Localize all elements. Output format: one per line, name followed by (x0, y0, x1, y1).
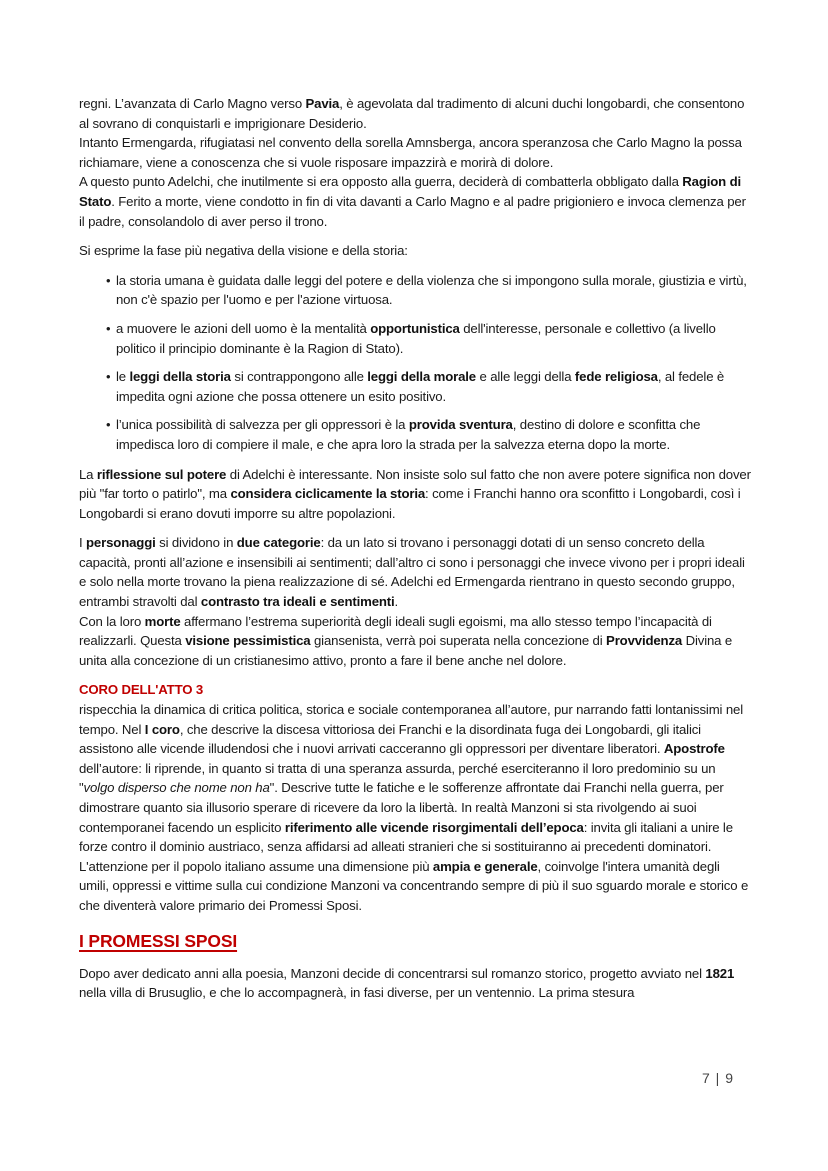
text-line: regni. L’avanzata di Carlo Magno verso Pavia, è agevolata dal tradimento di alcuni duchi longobardi, che consentono al sovrano di conquistarli e imprigionare Desiderio. (79, 96, 745, 131)
bullet-icon: • (106, 272, 111, 288)
list-item: • la storia umana è guidata dalle leggi del potere e della violenza che si impongono sulla morale, giustizia e virtù, non c'è spazio per l'uomo e per l'azione virtuosa. (106, 272, 747, 308)
bullet-icon: • (106, 369, 111, 385)
text-line: Intanto Ermengarda, rifugiatasi nel convento della sorella Amnsberga, ancora speranzosa che Carlo Magno la possa richiamare, viene a conoscenza che si vuole risposare impazzirà e morirà di dolore. (79, 135, 742, 170)
bullet-icon: • (106, 320, 111, 336)
bullet-list (79, 271, 751, 455)
text-line: I personaggi si dividono in due categorie: da un lato si trovano i personaggi dotati di un senso concreto della capacità, pronti all’azione e insensibili ai sentimenti; dall’altro ci sono i personaggi che invece vivono per i propri ideali e solo nella morte trovano la piena realizzazione di sé. Adelchi ed Ermengarda rientrano in questo secondo gruppo, entrambi stravolti dal contrasto tra ideali e sentimenti. (79, 535, 745, 610)
characters-paragraph (79, 533, 751, 670)
bullet-icon: • (106, 417, 111, 433)
list-item: • le leggi della storia si contrappongono alle leggi della morale e alle leggi della fede religiosa, al fedele è impedita ogni azione che possa ottenere un esito positivo. (106, 369, 725, 404)
power-reflection-paragraph: La riflessione sul potere di Adelchi è interessante. Non insiste solo sul fatto che non avere potere significa non dover più "far torto o patirlo", ma considera ciclicamente la storia: come i Franchi hanno ora sconfitto i Longobardi, così i Longobardi si erano dovuti imporre su altre popolazioni. (79, 466, 751, 521)
text-line: A questo punto Adelchi, che inutilmente si era opposto alla guerra, deciderà di combatterla obbligato dalla Ragion di Stato. Ferito a morte, viene condotto in fin di vita davanti a Carlo Magno e al padre prigioniero e invoca clemenza per il padre, consolandolo di aver perso il trono. (79, 174, 746, 229)
page-number: 7 | 9 (702, 1070, 734, 1086)
promessi-sposi-section (79, 930, 751, 1003)
coro-section (79, 680, 751, 915)
promessi-sposi-heading: I PROMESSI SPOSI (79, 930, 238, 951)
text-line: Con la loro morte affermano l’estrema superiorità degli ideali sugli egoismi, ma allo stesso tempo l’incapacità di realizzarli. Questa visione pessimistica giansenista, verrà poi superata nella concezione di Provvidenza Divina e unita alla concezione di un cristianesimo attivo, pronto a fare il bene anche nel dolore. (79, 613, 733, 668)
negative-phase-intro: Si esprime la fase più negativa della visione e della storia: (79, 243, 408, 259)
list-item: • l’unica possibilità di salvezza per gli oppressori è la provida sventura, destino di dolore e sconfitta che impedisca loro di compiere il male, e che apra loro la strada per la salvezza eterna dopo la morte. (106, 417, 701, 452)
list-item: • a muovere le azioni dell uomo è la mentalità opportunistica dell'interesse, personale e collettivo (a livello politico il principio dominante è la Ragion di Stato). (106, 320, 716, 356)
intro-paragraph (79, 94, 751, 231)
document-page (79, 94, 751, 1003)
coro-body: rispecchia la dinamica di critica politica, storica e sociale contemporanea all’autore, pur narrando fatti lontanissimi nel tempo. Nel I coro, che descrive la discesa vittoriosa dei Franchi e la disordinata fuga dei Longobardi, gli italici assistono alle vicende illudendosi che i nuovi arrivati cacceranno gli oppressori per diventare liberatori. Apostrofe dell’autore: li riprende, in quanto si tratta di una speranza assurda, perché eserciteranno il loro predominio su un "volgo disperso che nome non ha". Descrive tutte le fatiche e le sofferenze affrontate dai Franchi nella guerra, per dimostrare quanto sia illusorio sperare di ricevere da loro la libertà. In realtà Manzoni si sta rivolgendo ai suoi contemporanei facendo un esplicito riferimento alle vicende risorgimentali dell’epoca: invita gli italiani a unire le forze contro il dominio austriaco, senza affidarsi ad alleati stranieri che si sostituiranno ai precedenti dominatori. L'attenzione per il popolo italiano assume una dimensione più ampia e generale, coinvolge l'intera umanità degli umili, oppressi e vittime sulla cui condizione Manzoni va concentrando sempre di più il suo sguardo morale e storico e che diventerà valore primario dei Promessi Sposi. (79, 702, 749, 913)
promessi-sposi-body: Dopo aver dedicato anni alla poesia, Manzoni decide di concentrarsi sul romanzo storico, progetto avviato nel 1821 nella villa di Brusuglio, e che lo accompagnerà, in fasi diverse, per un ventennio. La prima stesura (79, 965, 735, 1001)
coro-heading: CORO DELL'ATTO 3 (79, 682, 204, 698)
